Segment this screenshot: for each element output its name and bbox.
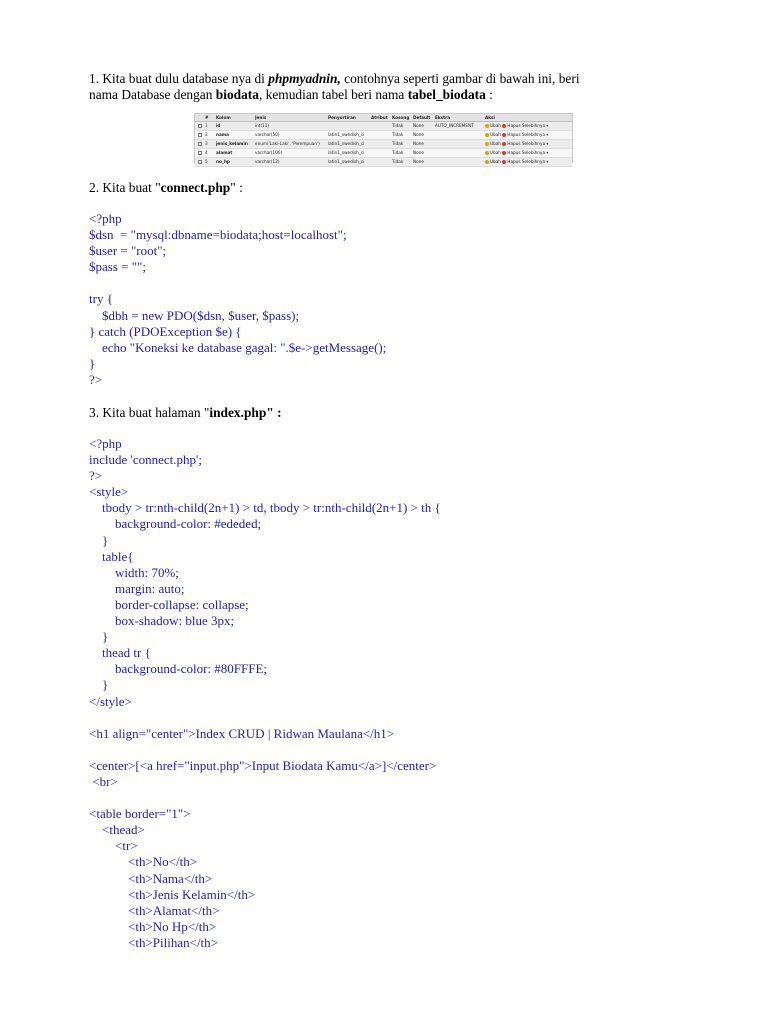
step3-prefix: 3. Kita buat halaman " [89,405,210,420]
cell-kosong: Tidak [392,140,404,146]
row-checkbox[interactable] [198,124,202,128]
cell-kosong: Tidak [392,131,404,137]
code-line: </style> [89,693,132,709]
code-line: try { [89,291,113,307]
col-header-atribut: Atribut [371,115,388,120]
step2-file: connect.php [160,180,231,195]
code-line: } [89,355,96,371]
cell-default: None [413,158,424,164]
delete-icon [502,124,506,128]
lainnya-link[interactable]: Selebihnya [521,131,546,137]
hapus-link[interactable]: Hapus [507,140,521,146]
code-line: } catch (PDOException $e) { [89,323,242,339]
cell-jenis: enum('Laki-Laki', 'Perempuan') [255,140,320,146]
step2-prefix: 2. Kita buat " [89,180,161,195]
chevron-down-icon: ▾ [546,140,549,146]
col-header-kosong: Kosong [392,115,410,120]
code-line: margin: auto; [89,580,185,596]
col-header-default: Default [413,115,431,120]
code-line [89,742,441,758]
code-line: <?php [89,211,122,226]
cell-no: 5 [205,158,208,164]
step3-file: index.php" : [209,405,282,420]
code-line: border-collapse: collapse; [89,596,249,612]
cell-penyortiran: latin1_swedish_ci [328,149,365,155]
db-table-row [195,131,572,140]
cell-kolom: jenis_kelamin [216,140,248,146]
hapus-link[interactable]: Hapus [507,122,521,128]
code-line: <th>Pilihan</th> [89,934,218,950]
cell-actions [485,141,548,148]
cell-jenis: varchar(50) [255,131,280,137]
code-line: <tr> [89,838,138,854]
col-header-no: # [205,115,209,120]
step2-heading [89,180,243,196]
cell-actions [485,159,548,166]
db-table-header [195,114,572,122]
cell-kolom: nama [216,131,229,137]
cell-jenis: varchar(12) [255,158,280,164]
cell-actions [485,150,548,157]
cell-default: None [413,131,424,137]
code-line: <br> [89,773,118,789]
ubah-link[interactable]: Ubah [490,158,501,164]
cell-jenis: varchar(100) [255,149,283,155]
hapus-link[interactable]: Hapus [507,158,521,164]
code-line: <thead> [89,822,145,838]
db-table-body [195,122,572,167]
row-checkbox[interactable] [198,151,202,155]
cell-penyortiran: latin1_swedish_ci [328,158,365,164]
hapus-link[interactable]: Hapus [507,149,521,155]
step1-line2-suffix: : [485,87,493,102]
step1-line1 [89,71,580,87]
lainnya-link[interactable]: Selebihnya [521,140,546,146]
lainnya-link[interactable]: Selebihnya [521,158,546,164]
lainnya-link[interactable]: Selebihnya [521,122,546,128]
delete-icon [502,151,506,155]
chevron-down-icon: ▾ [546,131,549,137]
code-line: <th>Alamat</th> [89,902,220,918]
connect-php-code [89,211,386,388]
code-line: <th>No</th> [89,854,198,870]
step1-prefix: 1. Kita buat dulu database nya di [89,71,269,86]
step1-after-tool: contohnya seperti gambar di bawah ini, beri [340,71,580,86]
code-line: $dsn = "mysql:dbname=biodata;host=localhost"; [89,227,347,243]
step1-line2 [89,87,493,103]
cell-kosong: Tidak [392,122,404,128]
delete-icon [502,142,506,146]
pencil-icon [485,142,489,146]
cell-penyortiran: latin1_swedish_ci [328,140,365,146]
code-line [89,275,386,291]
code-line: box-shadow: blue 3px; [89,613,235,629]
code-line: include 'connect.php'; [89,452,202,468]
code-line: <th>No Hp</th> [89,918,217,934]
code-line: $user = "root"; [89,243,167,259]
db-table-row [195,140,572,149]
code-line: echo "Koneksi ke database gagal: ".$e->getMessage(); [89,339,387,355]
code-line: $dbh = new PDO($dsn, $user, $pass); [89,307,300,323]
cell-penyortiran: latin1_swedish_ci [328,131,365,137]
cell-kolom: id [216,122,221,128]
pencil-icon [485,151,489,155]
code-line: } [89,532,109,548]
step1-table-name: tabel_biodata [407,87,486,102]
code-line: <th>Nama</th> [89,870,213,886]
code-line: ?> [89,371,103,387]
code-line: background-color: #ededed; [89,516,262,532]
col-header-penyortiran: Penyortiran [328,115,356,120]
step1-tool: phpmyadnin, [268,71,341,86]
code-line [89,710,441,726]
col-header-ekstra: Ekstra [435,115,451,120]
ubah-link[interactable]: Ubah [490,149,501,155]
step1-db-name: biodata [215,87,259,102]
cell-ekstra: AUTO_INCREMENT [435,122,474,128]
db-structure-screenshot [194,113,573,163]
cell-kolom: no_hp [216,158,230,164]
cell-no: 1 [205,122,208,128]
col-header-kolom: Kolom [216,115,231,120]
db-table-row [195,122,572,131]
cell-actions [485,123,548,130]
code-line: ?> [89,468,103,484]
cell-actions [485,132,548,139]
cell-default: None [413,140,424,146]
code-line: table{ [89,548,134,564]
chevron-down-icon: ▾ [546,122,549,128]
code-line: <center>[<a href="input.php">Input Biodata Kamu</a>]</center> [89,757,437,773]
db-table-row [195,149,572,158]
code-line [89,790,441,806]
pencil-icon [485,160,489,164]
code-line: <?php [89,436,122,451]
index-php-code [89,436,441,951]
row-checkbox[interactable] [198,160,202,164]
row-checkbox[interactable] [198,133,202,137]
code-line: background-color: #80FFFE; [89,661,268,677]
col-header-jenis: Jenis [255,115,267,120]
code-line: $pass = ""; [89,259,146,275]
delete-icon [502,160,506,164]
cell-no: 3 [205,140,208,146]
cell-kosong: Tidak [392,158,404,164]
cell-kosong: Tidak [392,149,404,155]
chevron-down-icon: ▾ [546,149,549,155]
step3-heading [89,405,282,421]
cell-jenis: int(11) [255,122,270,128]
lainnya-link[interactable]: Selebihnya [521,149,546,155]
cell-no: 2 [205,131,208,137]
ubah-link[interactable]: Ubah [490,140,501,146]
cell-default: None [413,122,424,128]
ubah-link[interactable]: Ubah [490,122,501,128]
code-line: thead tr { [89,645,151,661]
code-line: } [89,677,109,693]
code-line: <style> [89,484,129,500]
ubah-link[interactable]: Ubah [490,131,501,137]
chevron-down-icon: ▾ [546,158,549,164]
hapus-link[interactable]: Hapus [507,131,521,137]
code-line: tbody > tr:nth-child(2n+1) > td, tbody > tr:nth-child(2n+1) > th { [89,500,441,516]
code-line: <table border="1"> [89,806,191,822]
cell-no: 4 [205,149,208,155]
cell-kolom: alamat [216,149,233,155]
step1-line2-middle: , kemudian tabel beri nama [258,87,408,102]
pencil-icon [485,124,489,128]
col-header-aksi: Aksi [485,115,495,120]
step2-suffix: " : [230,180,243,195]
cell-default: None [413,149,424,155]
code-line: } [89,629,109,645]
row-checkbox[interactable] [198,142,202,146]
code-line: <h1 align="center">Index CRUD | Ridwan Maulana</h1> [89,725,395,741]
pencil-icon [485,133,489,137]
db-table-row [195,158,572,167]
delete-icon [502,133,506,137]
code-line: <th>Jenis Kelamin</th> [89,886,256,902]
code-line: width: 70%; [89,564,179,580]
step1-line2-prefix: nama Database dengan [89,87,216,102]
